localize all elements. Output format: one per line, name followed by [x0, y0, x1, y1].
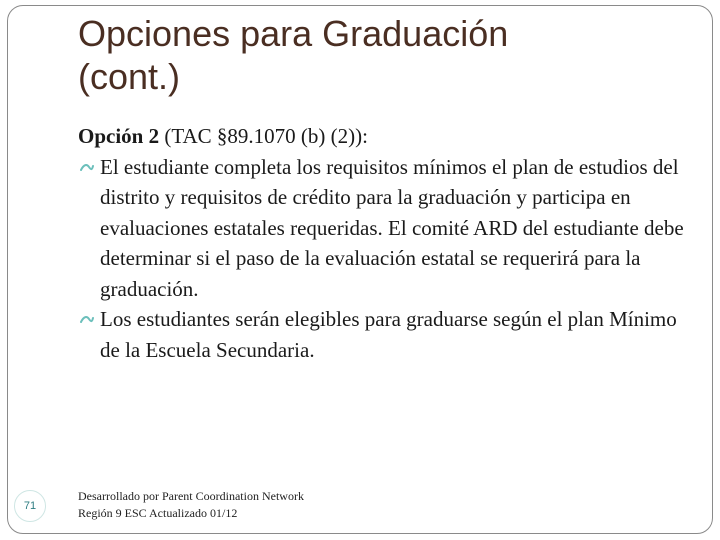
bullet-text-1: El estudiante completa los requisitos mínimos el plan de estudios del distrito y requisitos de crédito para la graduación y participa en evaluaciones estatales requeridas. El comité ARD del estudiante debe determinar si el paso de la evaluación estatal se requerirá para la graduación. [100, 154, 684, 301]
footer-line-2: Región 9 ESC Actualizado 01/12 [78, 506, 238, 520]
option-reference: (TAC §89.1070 (b) (2)): [159, 124, 368, 148]
footer-line-1: Desarrollado por Parent Coordination Network [78, 489, 304, 503]
title-line-2: (cont.) [78, 56, 181, 97]
bullet-item-2 [78, 304, 688, 365]
page-number: 71 [14, 490, 46, 522]
slide-title [78, 12, 678, 98]
bullet-item-1 [78, 152, 688, 305]
option-label: Opción 2 [78, 124, 160, 148]
wave-bullet-icon [80, 315, 94, 325]
footer [78, 488, 304, 522]
wave-bullet-icon [80, 163, 94, 173]
title-line-1: Opciones para Graduación [78, 13, 509, 54]
slide-content [78, 121, 688, 365]
bullet-text-2: Los estudiantes serán elegibles para graduarse según el plan Mínimo de la Escuela Secundaria. [100, 307, 677, 362]
option-heading [78, 121, 688, 152]
